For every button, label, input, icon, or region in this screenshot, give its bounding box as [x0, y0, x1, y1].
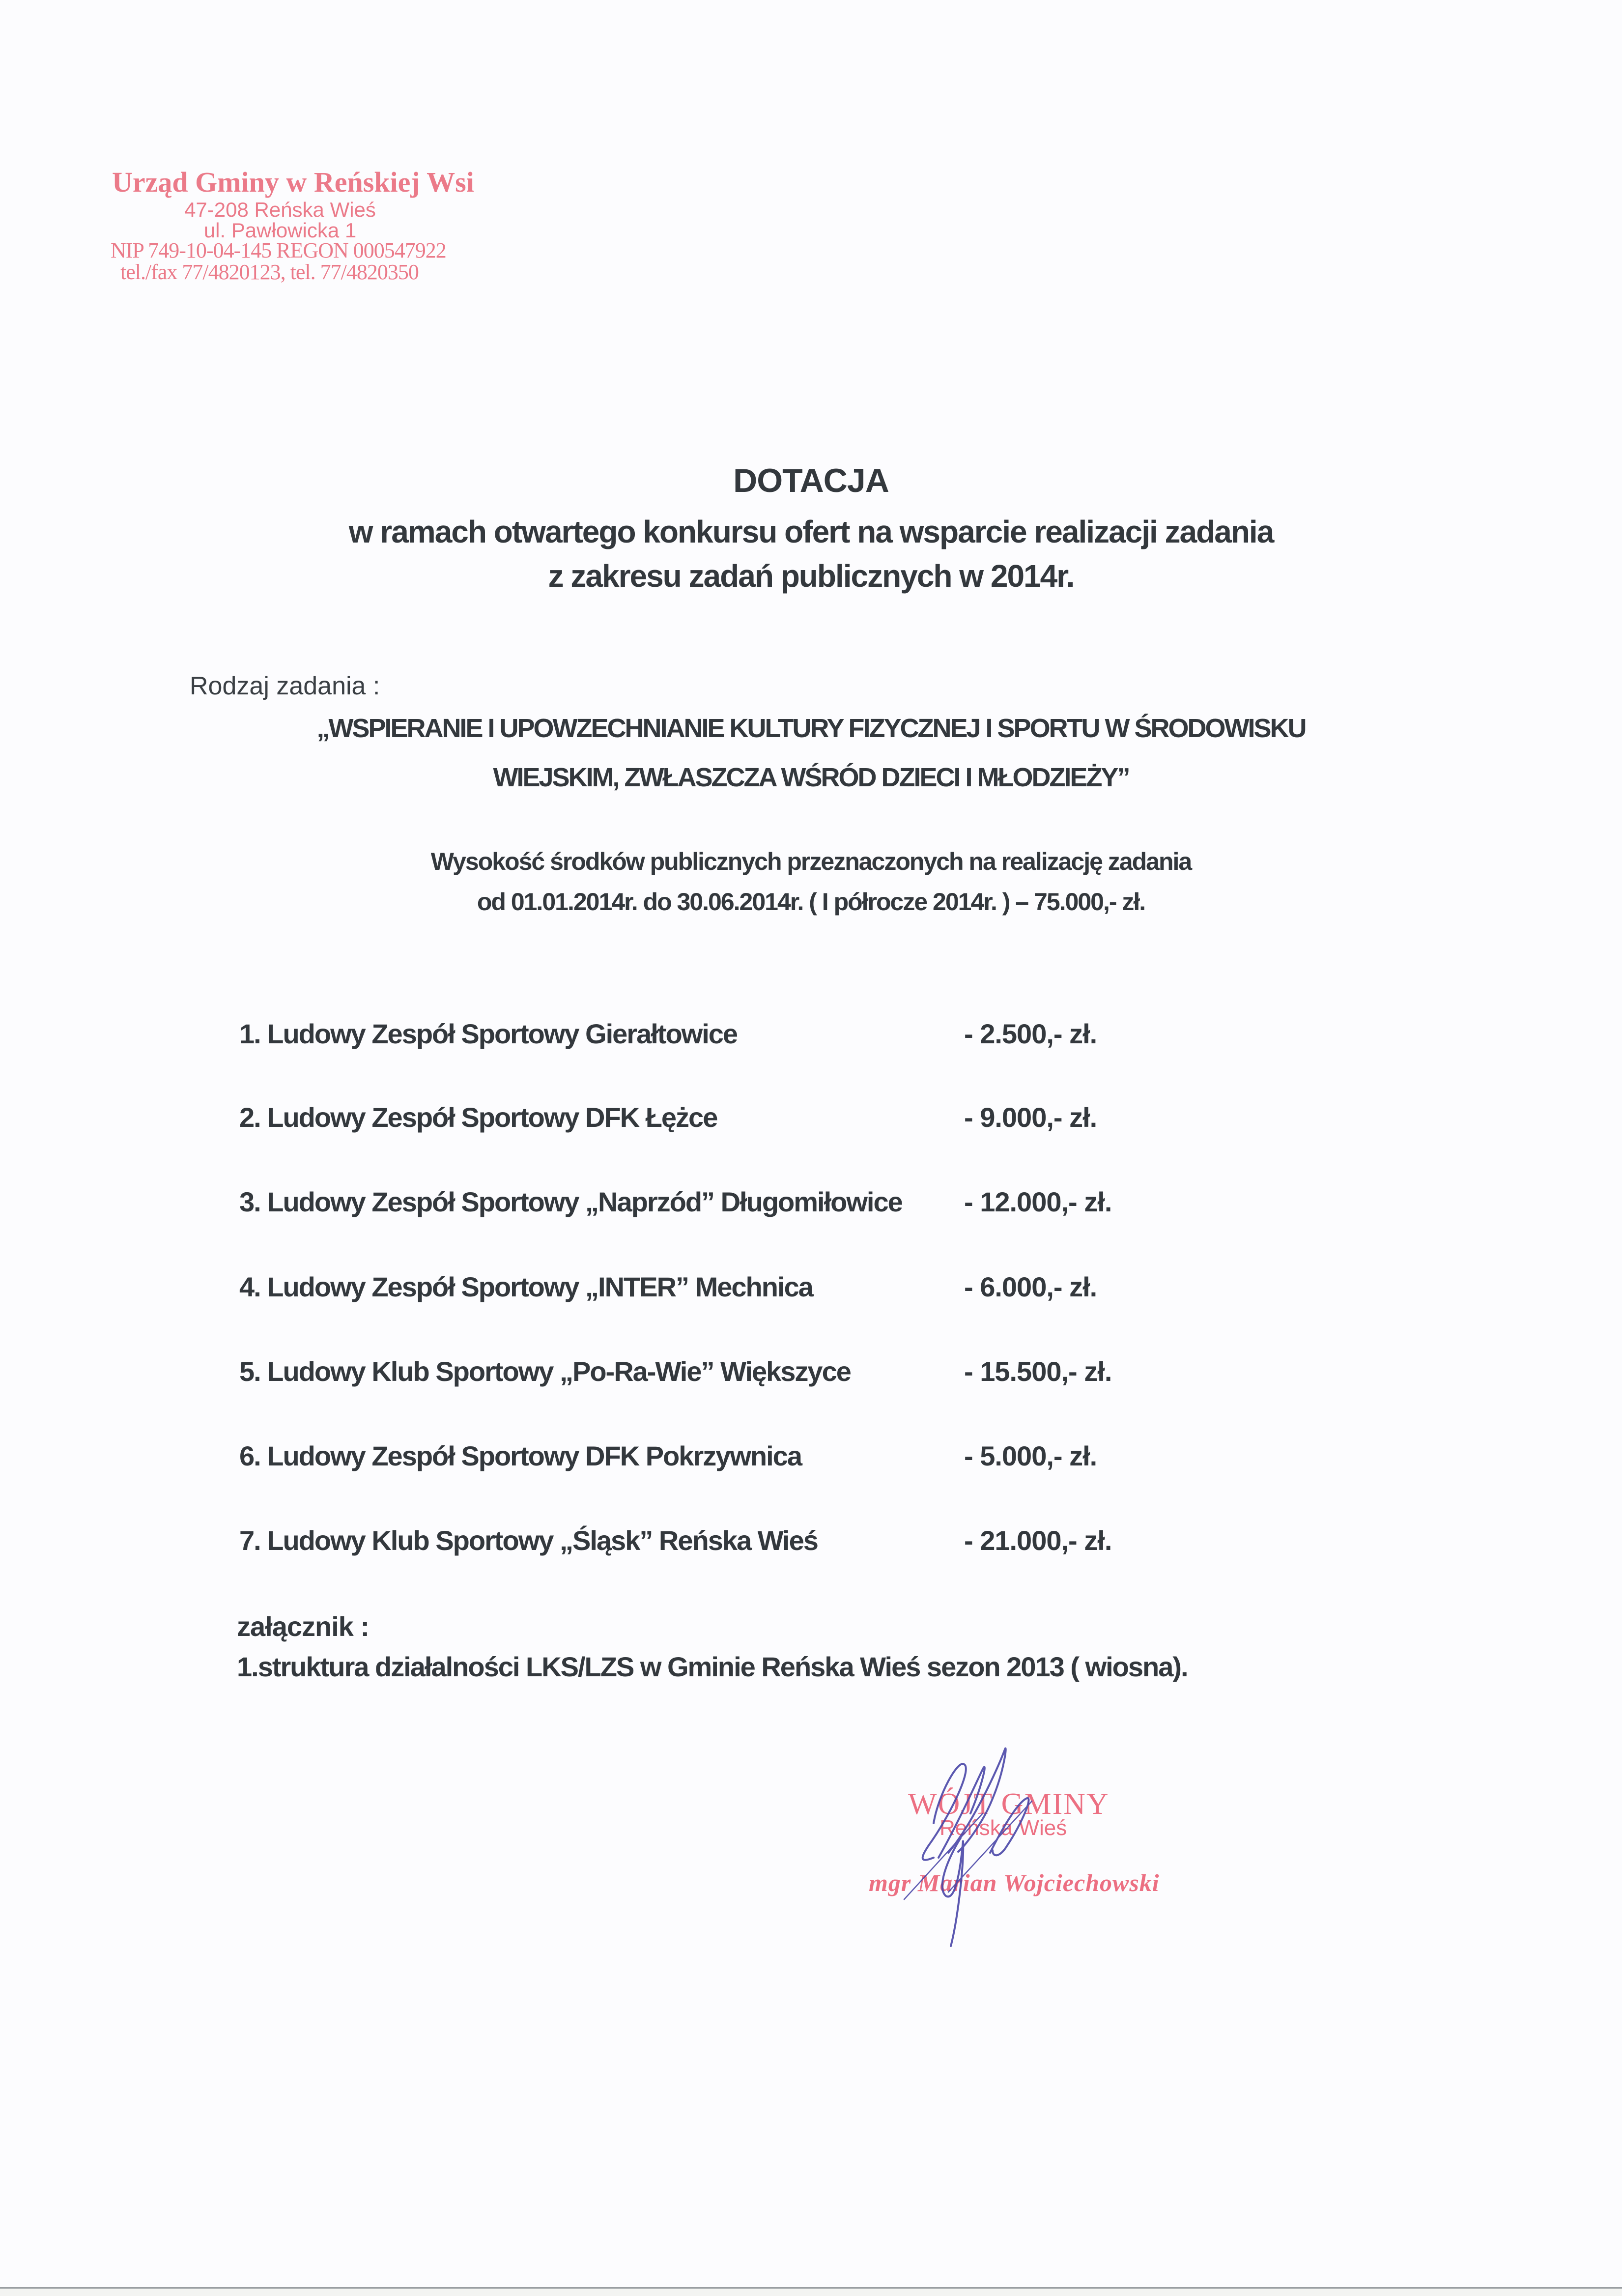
task-name-line-2: WIEJSKIM, ZWŁASZCZA WŚRÓD DZIECI I MŁODZIEŻY” [493, 763, 1129, 792]
grant-recipient: 7. Ludowy Klub Sportowy „Śląsk” Reńska Wieś [239, 1525, 818, 1556]
stamp-address-street: ul. Pawłowicka 1 [203, 219, 357, 242]
signature-stamp-title: WÓJT GMINY [908, 1787, 1110, 1821]
signature-stamp [835, 1740, 1209, 1946]
grant-amount: - 9.000,- zł. [964, 1102, 1097, 1133]
grant-recipient: 1. Ludowy Zespół Sportowy Gierałtowice [239, 1018, 738, 1049]
attachment-item: 1.struktura działalności LKS/LZS w Gminie Reńska Wieś sezon 2013 ( wiosna). [237, 1651, 1188, 1682]
grant-amount: - 5.000,- zł. [964, 1440, 1097, 1471]
grant-amount: - 15.500,- zł. [964, 1356, 1112, 1387]
grant-amount: - 12.000,- zł. [964, 1186, 1112, 1217]
stamp-address-city: 47-208 Reńska Wieś [184, 198, 376, 221]
signature-stroke [939, 1767, 985, 1858]
grant-recipient: 3. Ludowy Zespół Sportowy „Naprzód” Długomiłowice [239, 1186, 902, 1217]
grant-row [239, 1273, 1222, 1308]
grant-recipient: 5. Ludowy Klub Sportowy „Po-Ra-Wie” Większyce [239, 1356, 851, 1387]
signature-stamp-person: mgr Marian Wojciechowski [869, 1869, 1160, 1896]
grant-row [239, 1358, 1222, 1392]
grant-row [239, 1104, 1222, 1138]
handwritten-signature [835, 1740, 1209, 1946]
grant-recipient: 4. Ludowy Zespół Sportowy „INTER” Mechnica [239, 1271, 813, 1302]
attachment-label: załącznik : [237, 1611, 370, 1642]
signature-stroke [990, 1798, 1029, 1855]
funding-line-1: Wysokość środków publicznych przeznaczonych na realizację zadania [430, 848, 1192, 875]
stamp-organization: Urząd Gminy w Reńskiej Wsi [112, 166, 474, 198]
document-subtitle-line-1: w ramach otwartego konkursu ofert na wsparcie realizacji zadania [348, 514, 1274, 549]
grant-row [239, 1020, 1222, 1055]
grant-recipient: 2. Ludowy Zespół Sportowy DFK Łężce [239, 1102, 717, 1133]
grant-amount: - 2.500,- zł. [964, 1018, 1097, 1049]
funding-line-2: od 01.01.2014r. do 30.06.2014r. ( I półrocze 2014r. ) – 75.000,- zł. [477, 888, 1145, 916]
signature-stamp-place: Reńska Wieś [939, 1816, 1067, 1840]
task-name-line-1: „WSPIERANIE I UPOWZECHNIANIE KULTURY FIZYCZNEJ I SPORTU W ŚRODOWISKU [316, 714, 1306, 743]
grant-amount: - 21.000,- zł. [964, 1525, 1112, 1556]
signature-stroke [948, 1749, 1006, 1853]
grant-recipient: 6. Ludowy Zespół Sportowy DFK Pokrzywnica [239, 1440, 801, 1471]
grant-row [239, 1188, 1222, 1223]
grant-row [239, 1442, 1222, 1477]
task-type-label: Rodzaj zadania : [190, 672, 380, 700]
grant-amount: - 6.000,- zł. [964, 1271, 1097, 1302]
scan-margin [0, 2289, 1622, 2296]
signature-stroke [904, 1813, 983, 1899]
grant-row [239, 1527, 1222, 1561]
document-subtitle-line-2: z zakresu zadań publicznych w 2014r. [548, 558, 1074, 594]
document-title: DOTACJA [733, 462, 889, 499]
stamp-tax-ids: NIP 749-10-04-145 REGON 000547922 [111, 238, 446, 262]
stamp-phones: tel./fax 77/4820123, tel. 77/4820350 [120, 260, 419, 284]
